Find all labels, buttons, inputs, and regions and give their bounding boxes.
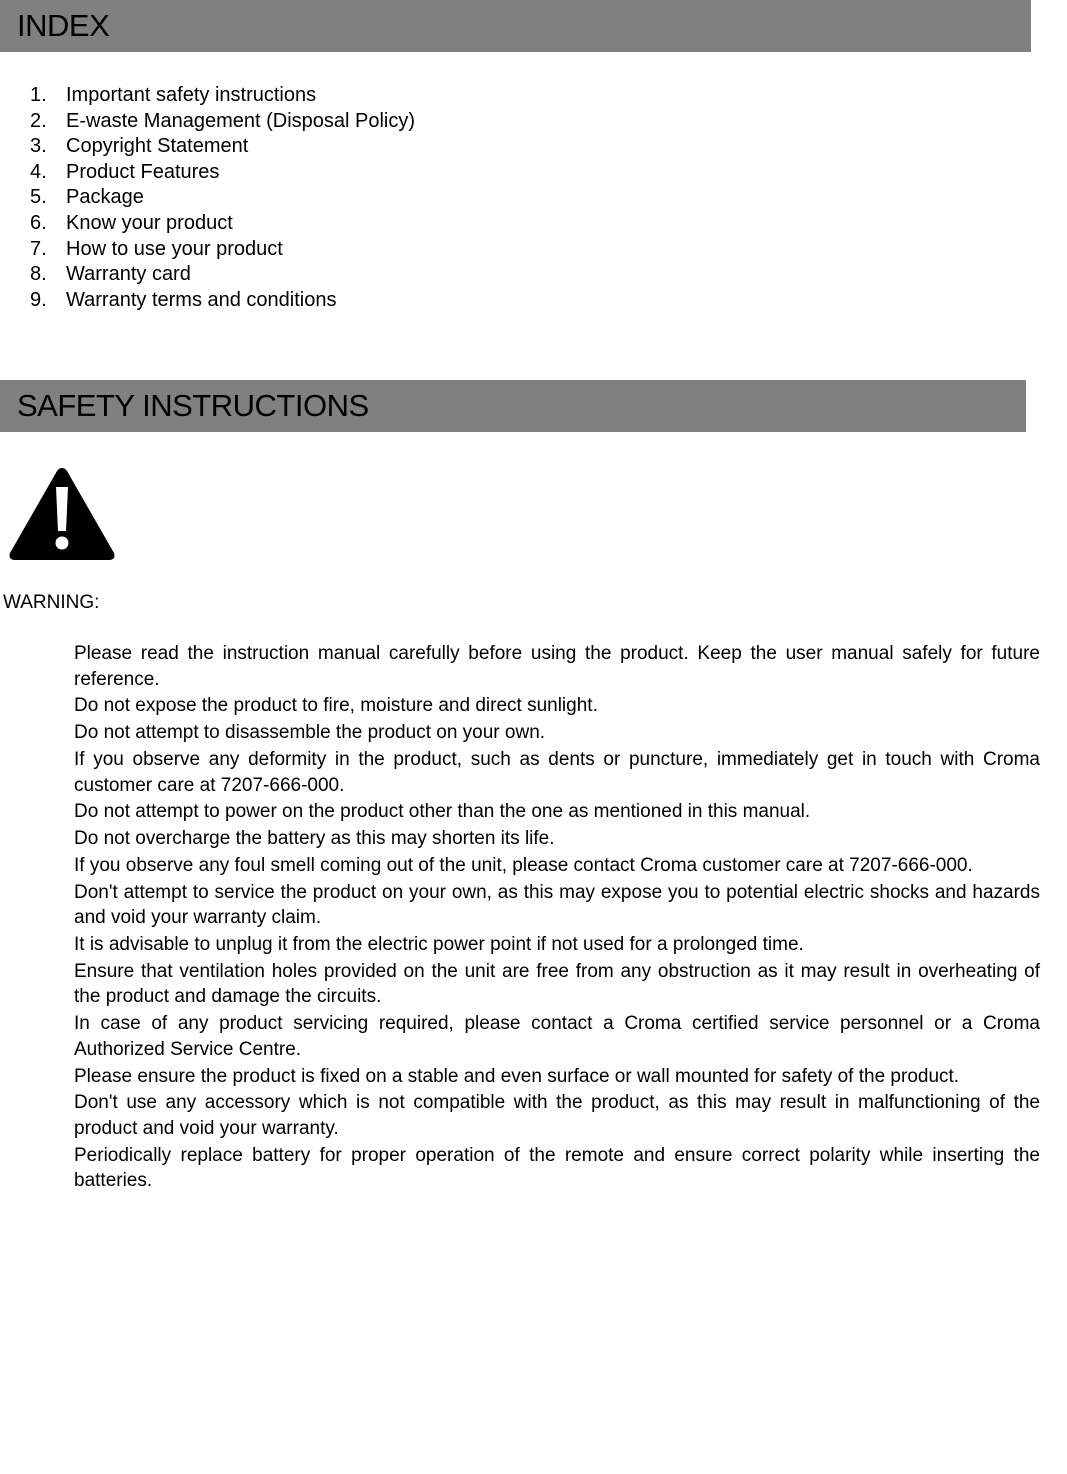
index-heading: INDEX [17,8,110,43]
safety-item: Don't attempt to service the product on your own, as this may expose you to potential electric shocks and hazards and void your warranty claim. [74,881,1040,929]
index-item-number: 5. [30,186,47,209]
safety-item: Do not expose the product to fire, moisture and direct sunlight. [74,695,598,717]
index-item [30,185,415,211]
safety-item: Please ensure the product is fixed on a stable and even surface or wall mounted for safety of the product. [74,1065,960,1087]
index-item-number: 8. [30,263,47,286]
safety-header-bar [0,380,1026,432]
warning-triangle-icon [6,463,118,565]
index-item-number: 4. [30,160,47,183]
index-item-number: 3. [30,135,47,158]
index-item-number: 7. [30,237,47,260]
index-item [30,109,415,135]
index-item-label: Important safety instructions [66,84,317,106]
index-item-label: Package [66,186,144,209]
safety-item: It is advisable to unplug it from the electric power point if not used for a prolonged time. [74,934,804,956]
safety-item: Do not attempt to disassemble the product on your own. [74,722,546,744]
index-item [30,83,415,109]
index-item [30,288,415,314]
index-item-number: 1. [30,84,47,106]
index-item-label: Copyright Statement [66,135,249,158]
index-header-bar [0,0,1031,52]
safety-item: Ensure that ventilation holes provided on the unit are free from any obstruction as it may result in overheating of the product and damage the circuits. [74,960,1040,1008]
index-item-number: 9. [30,288,47,311]
safety-item: Please read the instruction manual carefully before using the product. Keep the user manual safely for future reference. [74,643,1040,690]
index-item-label: Product Features [66,160,220,183]
safety-item: If you observe any deformity in the product, such as dents or puncture, immediately get in touch with Croma customer care at 7207-666-000. [74,748,1040,796]
index-item [30,211,415,237]
index-item-number: 2. [30,109,47,132]
index-item-label: Know your product [66,211,233,234]
safety-item: Don't use any accessory which is not compatible with the product, as this may result in malfunctioning of the product and void your warranty. [74,1092,1040,1139]
index-item [30,237,415,263]
index-list [30,83,415,313]
safety-item: Periodically replace battery for proper operation of the remote and ensure correct polarity while inserting the batteries. [74,1144,1040,1192]
safety-item: Do not attempt to power on the product other than the one as mentioned in this manual. [74,801,811,823]
safety-item: In case of any product servicing required, please contact a Croma certified service personnel or a Croma Authorized Service Centre. [74,1013,1040,1060]
index-item-number: 6. [30,211,47,234]
warning-label: WARNING: [3,592,100,613]
safety-instructions-list [74,641,1040,1195]
safety-item: Do not overcharge the battery as this may shorten its life. [74,828,555,850]
safety-item: If you observe any foul smell coming out of the unit, please contact Croma customer care at 7207-666-000. [74,854,973,876]
index-item [30,160,415,186]
index-item-label: How to use your product [66,237,283,260]
index-item-label: E-waste Management (Disposal Policy) [66,109,416,132]
index-item-label: Warranty terms and conditions [66,288,337,311]
safety-heading: SAFETY INSTRUCTIONS [17,388,369,423]
index-item [30,134,415,160]
index-item-label: Warranty card [66,263,191,286]
index-item [30,262,415,288]
